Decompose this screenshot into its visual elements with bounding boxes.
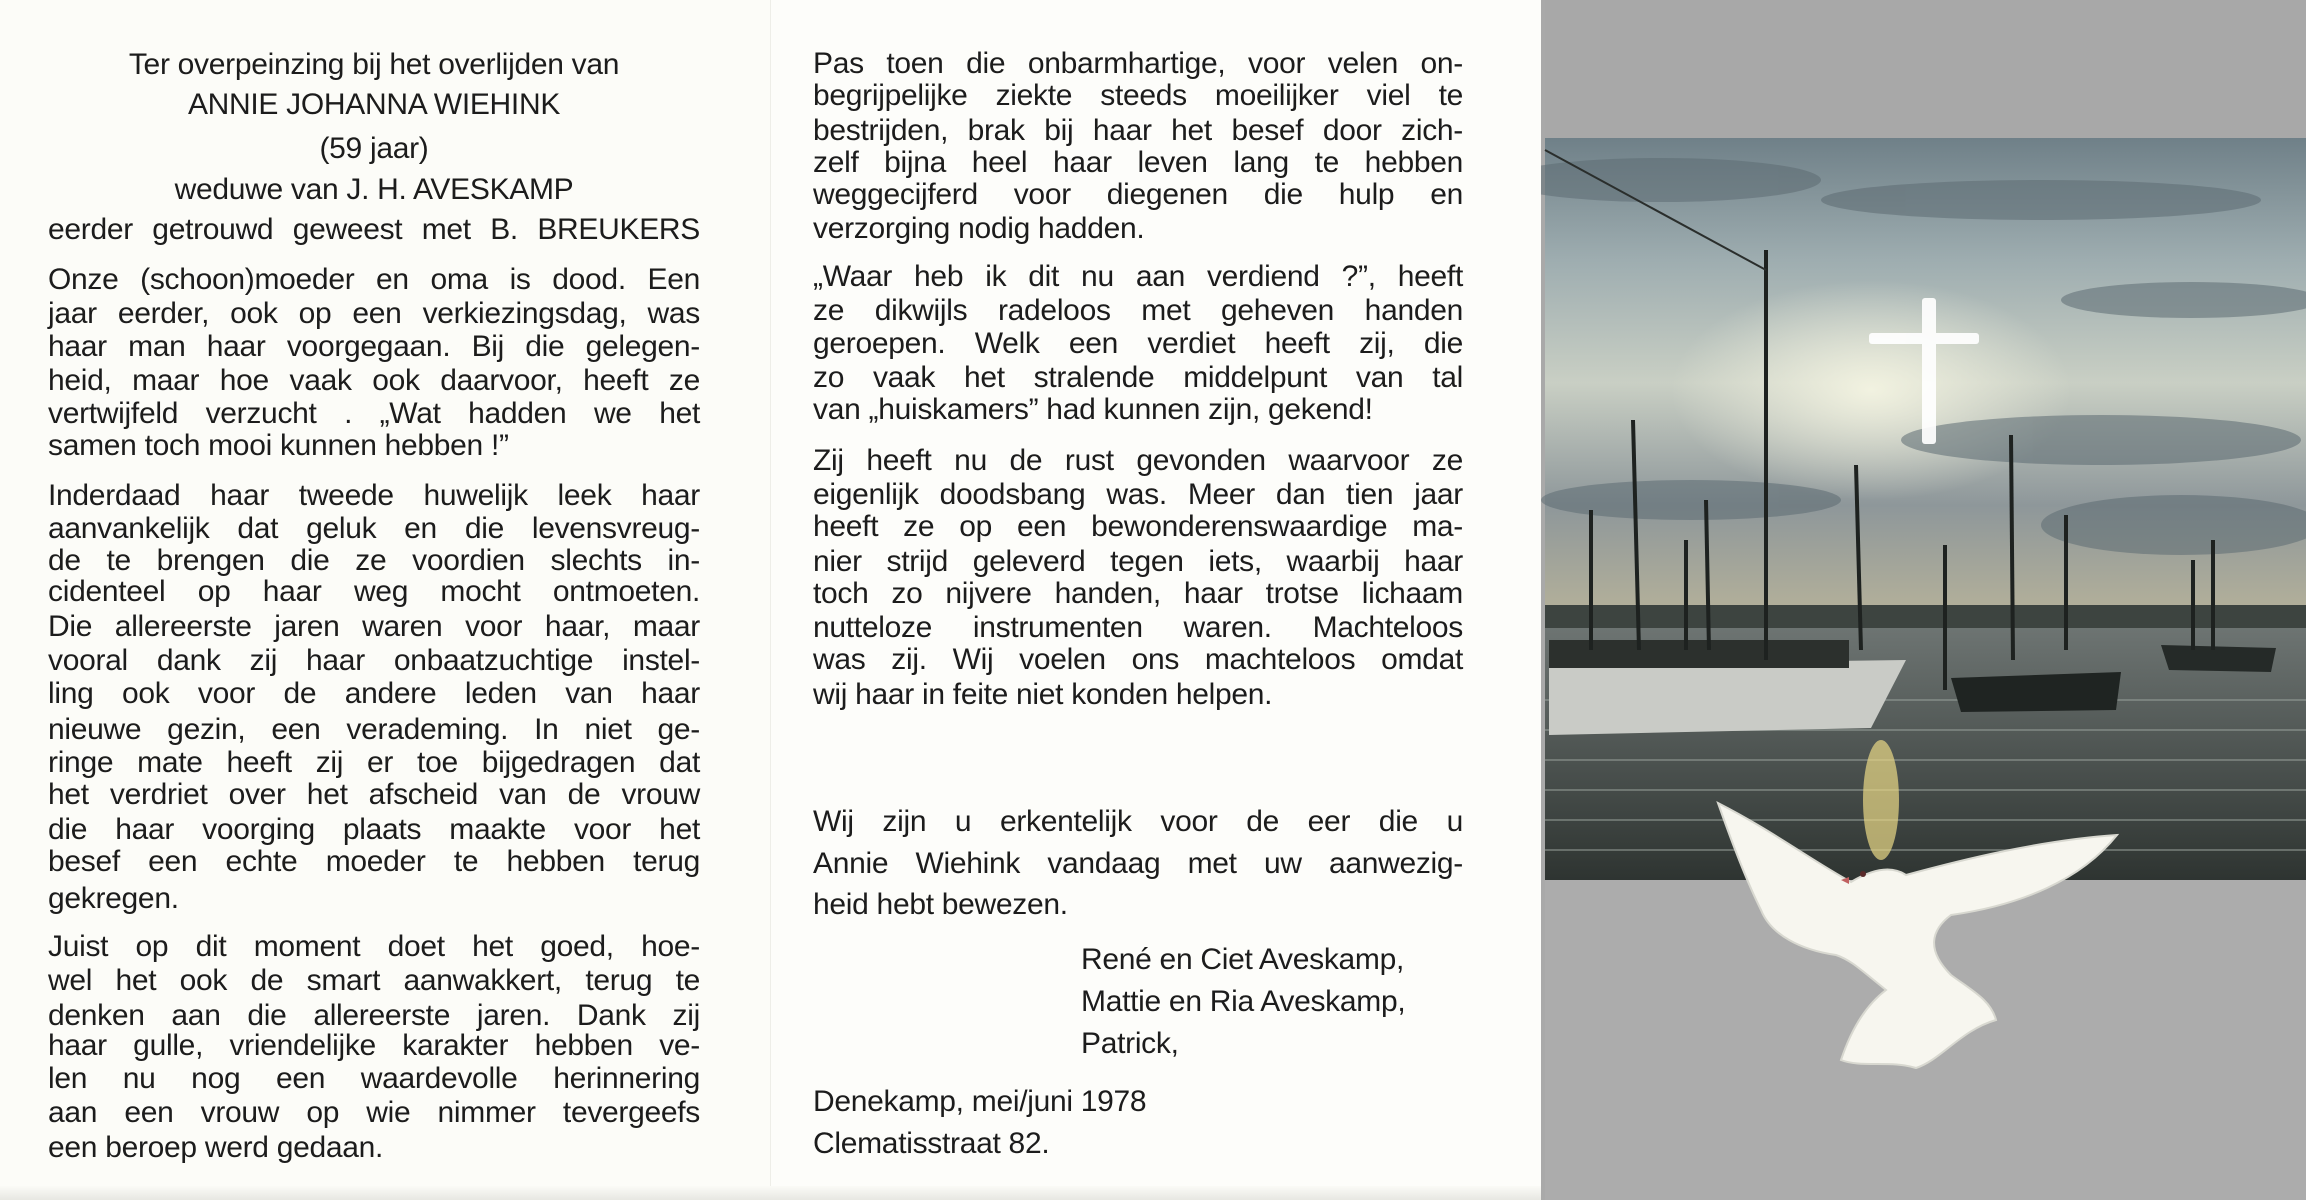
text-line: gekregen. xyxy=(48,882,179,915)
sun-reflection xyxy=(1863,740,1899,860)
text-line: aan een vrouw op wie nimmer tevergeefs xyxy=(48,1096,700,1129)
text-line: Zij heeft nu de rust gevonden waarvoor ze xyxy=(813,444,1463,477)
text-line: heid, maar hoe vaak ook daarvoor, heeft ze xyxy=(48,364,700,397)
text-line: van „huiskamers” had kunnen zijn, gekend! xyxy=(813,393,1373,426)
sailboat-hull xyxy=(1549,660,1906,735)
text-line: heeft ze op een bewonderenswaardige ma- xyxy=(813,510,1463,543)
text-line: verzorging nodig hadden. xyxy=(813,212,1145,245)
text-line: Annie Wiehink vandaag met uw aanwezig- xyxy=(813,847,1463,880)
text-line: de te brengen die ze voordien slechts in- xyxy=(48,544,700,577)
text-line: ling ook voor de andere leden van haar xyxy=(48,677,700,710)
text-line: ze dikwijls radeloos met geheven handen xyxy=(813,294,1463,327)
text-line: „Waar heb ik dit nu aan verdiend ?”, heeft xyxy=(813,260,1463,293)
text-line: vooral dank zij haar onbaatzuchtige instel- xyxy=(48,644,700,677)
header-line: eerder getrouwd geweest met B. BREUKERS xyxy=(48,213,700,246)
text-line: len nu nog een waardevolle herinnering xyxy=(48,1062,700,1095)
signature-line: Mattie en Ria Aveskamp, xyxy=(1081,985,1406,1018)
header-line: Ter overpeinzing bij het overlijden van xyxy=(128,48,620,81)
header-line: weduwe van J. H. AVESKAMP xyxy=(174,173,574,206)
address-line: Clematisstraat 82. xyxy=(813,1127,1050,1160)
address-line: Denekamp, mei/juni 1978 xyxy=(813,1085,1147,1118)
text-line: een beroep werd gedaan. xyxy=(48,1131,384,1164)
motorboat xyxy=(1951,672,2121,712)
text-line: Inderdaad haar tweede huwelijk leek haar xyxy=(48,479,700,512)
text-line: geroepen. Welk een verdiet heeft zij, die xyxy=(813,327,1463,360)
text-line: samen toch mooi kunnen hebben !” xyxy=(48,429,509,462)
text-line: bestrijden, brak bij haar het besef door zich- xyxy=(813,114,1463,147)
text-line: heid hebt bewezen. xyxy=(813,888,1068,921)
text-line: aanvankelijk dat geluk en die levensvreug- xyxy=(48,512,700,545)
card-bottom-edge xyxy=(0,1186,1541,1200)
text-line: Wij zijn u erkentelijk voor de eer die u xyxy=(813,805,1463,838)
text-line: toch zo nijvere handen, haar trotse lichaam xyxy=(813,577,1463,610)
text-line: nieuwe gezin, een verademing. In niet ge- xyxy=(48,713,700,746)
text-line: wij haar in feite niet konden helpen. xyxy=(813,678,1273,711)
text-line: besef een echte moeder te hebben terug xyxy=(48,845,700,878)
header-line: (59 jaar) xyxy=(319,132,429,165)
text-line: het verdriet over het afscheid van de vrouw xyxy=(48,778,700,811)
text-line: wel het ook de smart aanwakkert, terug te xyxy=(48,964,700,997)
deceased-name: ANNIE JOHANNA WIEHINK xyxy=(187,88,561,121)
text-line: haar gulle, vriendelijke karakter hebben ve- xyxy=(48,1029,700,1062)
text-line: die haar voorging plaats maakte voor het xyxy=(48,813,700,846)
text-line: was zij. Wij voelen ons machteloos omdat xyxy=(813,643,1463,676)
text-line: Juist op dit moment doet het goed, hoe- xyxy=(48,930,700,963)
signature-line: René en Ciet Aveskamp, xyxy=(1081,943,1405,976)
text-line: Die allereerste jaren waren voor haar, maar xyxy=(48,610,700,643)
text-line: weggecijferd voor diegenen die hulp en xyxy=(813,178,1463,211)
text-line: cidenteel op haar weg mocht ontmoeten. xyxy=(48,575,700,608)
text-line: zo vaak het stralende middelpunt van tal xyxy=(813,361,1463,394)
text-line: ringe mate heeft zij er toe bijgedragen dat xyxy=(48,746,700,779)
text-line: nier strijd geleverd tegen iets, waarbij haar xyxy=(813,545,1463,578)
harbor-photo xyxy=(1541,0,2306,1200)
text-line: vertwijfeld verzucht . „Wat hadden we het xyxy=(48,397,700,430)
text-line: Onze (schoon)moeder en oma is dood. Een xyxy=(48,263,700,296)
gray-band-top xyxy=(1545,0,2306,138)
text-line: denken aan die allereerste jaren. Dank zij xyxy=(48,999,700,1032)
text-line: zelf bijna heel haar leven lang te hebben xyxy=(813,146,1463,179)
signature-line: Patrick, xyxy=(1081,1027,1179,1060)
text-line: begrijpelijke ziekte steeds moeilijker viel te xyxy=(813,79,1463,112)
text-line: Pas toen die onbarmhartige, voor velen on- xyxy=(813,47,1463,80)
text-line: jaar eerder, ook op een verkiezingsdag, was xyxy=(48,297,700,330)
text-line: nutteloze instrumenten waren. Machteloos xyxy=(813,611,1463,644)
text-line: eigenlijk doodsbang was. Meer dan tien jaar xyxy=(813,478,1463,511)
text-line: haar man haar voorgegaan. Bij die gelegen- xyxy=(48,330,700,363)
boat xyxy=(2161,645,2276,672)
cover-panel xyxy=(1541,0,2306,1200)
